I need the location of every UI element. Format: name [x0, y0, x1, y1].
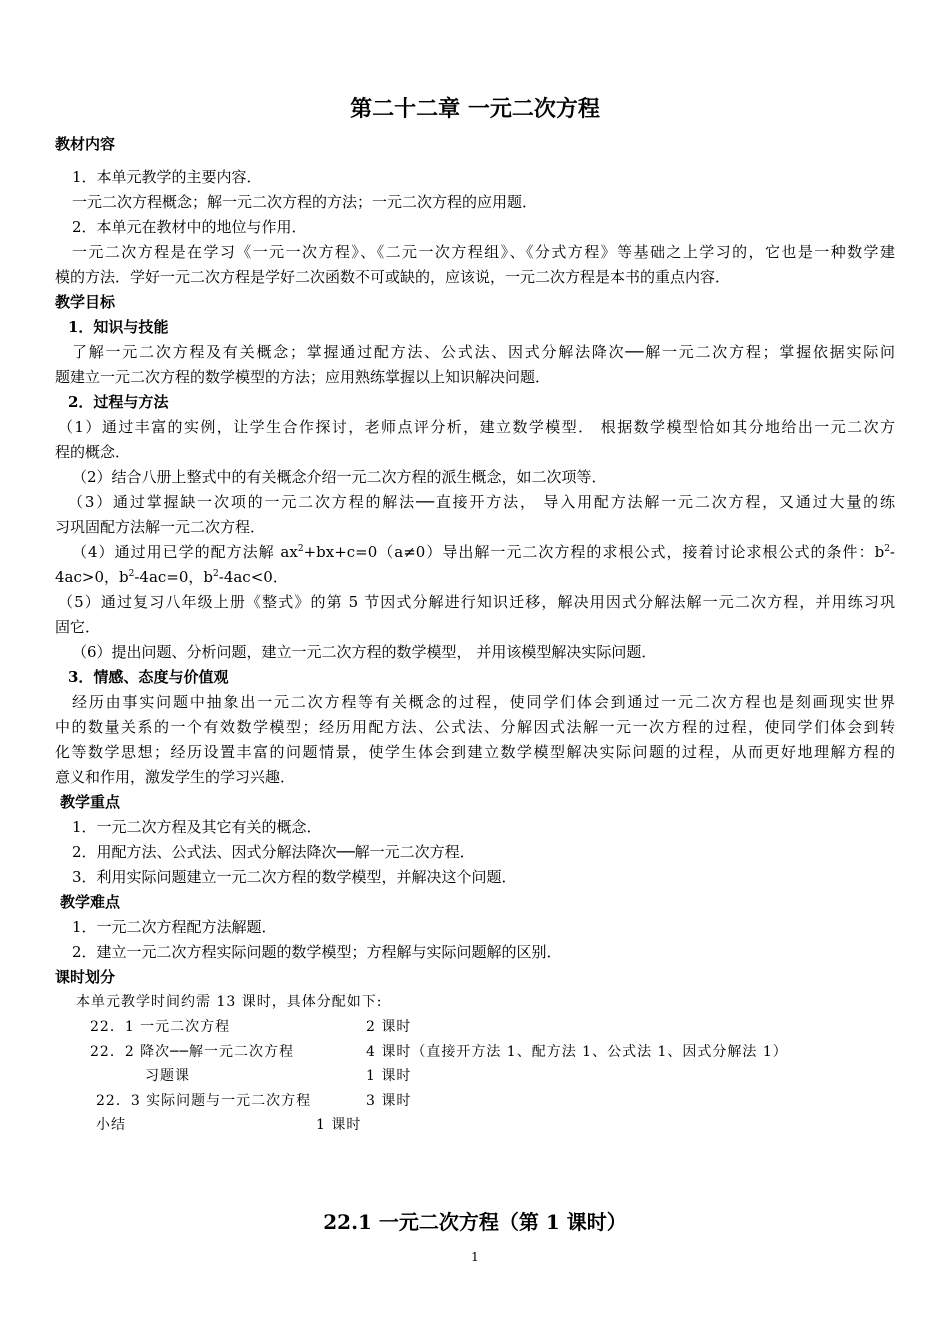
section-heading-key: 教学重点: [60, 793, 121, 811]
goal1-line-2: 题建立一元二次方程的数学模型的方法；应用熟练掌握以上知识解决问题．: [55, 368, 551, 386]
goal1-title: 1．知识与技能: [68, 318, 169, 336]
plan-intro: 本单元教学时间约需 13 课时，具体分配如下:: [76, 994, 383, 1010]
plan-row-1-hours: 2 课时: [366, 1019, 412, 1035]
plan-row-4-item: 22．3 实际问题与一元二次方程: [96, 1093, 312, 1109]
content-line-2: 一元二次方程概念；解一元二次方程的方法；一元二次方程的应用题．: [72, 193, 538, 211]
goal2-line-3: （2）结合八册上整式中的有关概念介绍一元二次方程的派生概念，如二次项等．: [72, 468, 607, 486]
content-line-5: 模的方法．学好一元二次方程是学好二次函数不可或缺的，应该说，一元二次方程是本书的重点内容．: [55, 268, 731, 286]
plan-row-2-hours: 4 课时（直接开方法 1、配方法 1、公式法 1、因式分解法 1）: [366, 1044, 788, 1060]
goal3-title: 3．情感、态度与价值观: [68, 668, 229, 686]
section-heading-goals: 教学目标: [55, 293, 116, 311]
goal3-line-2: 中的数量关系的一个有效数学模型；经历用配方法、公式法、分解因式法解一元一次方程的过程，使同学们体会到转: [55, 718, 895, 736]
hard-line-2: 2．建立一元二次方程实际问题的数学模型；方程解与实际问题解的区别．: [72, 943, 562, 961]
goal1-line-1: 了解一元二次方程及有关概念；掌握通过配方法、公式法、因式分解法降次──解一元二次方程；掌握依据实际问: [72, 343, 895, 361]
page-number: 1: [471, 1250, 479, 1264]
chapter-title: 第二十二章 一元二次方程: [350, 96, 600, 122]
plan-row-1-item: 22．1 一元二次方程: [90, 1019, 231, 1035]
section-heading-hard: 教学难点: [60, 893, 121, 911]
lesson-subtitle: 22.1 一元二次方程（第 1 课时）: [323, 1210, 627, 1234]
content-line-3: 2．本单元在教材中的地位与作用．: [72, 218, 307, 236]
plan-row-2-item: 22．2 降次──解一元二次方程: [90, 1044, 295, 1060]
plan-row-3-item: 习题课: [145, 1068, 190, 1084]
goal3-line-3: 化等数学思想；经历设置丰富的问题情景，使学生体会到建立数学模型解决实际问题的过程，从而更好地理解方程的: [55, 743, 895, 761]
goal2-line-1: （1）通过丰富的实例，让学生合作探讨，老师点评分析，建立数学模型． 根据数学模型恰如其分地给出一元二次方: [58, 418, 895, 436]
goal2-line-8: （6）提出问题、分析问题，建立一元二次方程的数学模型， 并用该模型解决实际问题．: [72, 643, 657, 661]
key-line-2: 2．用配方法、公式法、因式分解法降次──解一元二次方程．: [72, 843, 475, 861]
plan-row-5-item: 小结: [96, 1117, 126, 1133]
plan-row-4-hours: 3 课时: [366, 1093, 412, 1109]
goal2-line-7: 固它．: [55, 618, 101, 636]
section-heading-plan: 课时划分: [55, 968, 116, 986]
content-line-1: 1．本单元教学的主要内容．: [72, 168, 262, 186]
plan-row-3-hours: 1 课时: [366, 1068, 412, 1084]
goal2-title: 2．过程与方法: [68, 393, 169, 411]
goal3-line-1: 经历由事实问题中抽象出一元二次方程等有关概念的过程，使同学们体会到通过一元二次方程也是刻画现实世界: [72, 693, 895, 711]
key-line-1: 1．一元二次方程及其它有关的概念．: [72, 818, 322, 836]
section-heading-content: 教材内容: [55, 135, 116, 153]
goal2-line-4: （3）通过掌握缺一次项的一元二次方程的解法──直接开方法， 导入用配方法解一元二次方程，又通过大量的练: [68, 493, 895, 511]
hard-line-1: 1．一元二次方程配方法解题．: [72, 918, 277, 936]
goal2-line-5: 习巩固配方法解一元二次方程．: [55, 518, 266, 536]
goal2-line-6: （5）通过复习八年级上册《整式》的第 5 节因式分解进行知识迁移，解决用因式分解法解一元二次方程，并用练习巩: [58, 593, 895, 611]
plan-row-5-hours: 1 课时: [316, 1117, 362, 1133]
key-line-3: 3．利用实际问题建立一元二次方程的数学模型，并解决这个问题．: [72, 868, 517, 886]
goal2-item4-line-2: 4ac>0，$b^2-4ac=0$，$b^2-4ac<0$．: [55, 568, 288, 586]
content-line-4: 一元二次方程是在学习《一元一次方程》、《二元一次方程组》、《分式方程》等基础之上学习的，它也是一种数学建: [72, 243, 895, 261]
goal2-line-2: 程的概念．: [55, 443, 131, 461]
goal3-line-4: 意义和作用，激发学生的学习兴趣．: [55, 768, 296, 786]
goal2-item4-line-1: （4）通过用已学的配方法解 $ax^2+bx+c=0(a\ne 0)$导出解一元二次方程的求根公式，接着讨论求根公式的条件：$b^2-$: [72, 543, 895, 561]
